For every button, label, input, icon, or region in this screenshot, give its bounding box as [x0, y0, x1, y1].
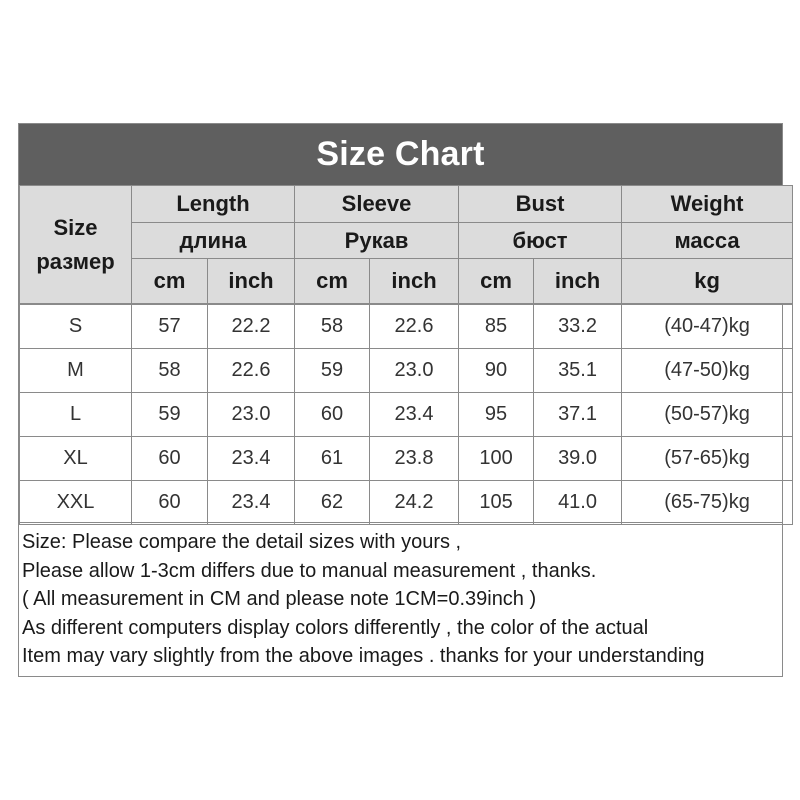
sleeve-cm-cell: 62: [295, 481, 370, 525]
note-line: As different computers display colors differently , the color of the actual: [22, 616, 649, 639]
size-notes: [19, 522, 782, 671]
sleeve-cm-cell: 61: [295, 437, 370, 481]
table-row: [20, 304, 793, 349]
sleeve-inch-cell: 23.8: [370, 437, 459, 481]
size-cell: S: [20, 304, 132, 349]
table-row: [20, 481, 793, 525]
length-unit-inch: inch: [208, 259, 295, 305]
length-cm-cell: 60: [132, 481, 208, 525]
table-row: [20, 349, 793, 393]
sleeve-inch-cell: 22.6: [370, 304, 459, 349]
length-header: Length: [132, 186, 295, 223]
sleeve-unit-inch: inch: [370, 259, 459, 305]
length-inch-cell: 22.2: [208, 304, 295, 349]
size-cell: XXL: [20, 481, 132, 525]
length-inch-cell: 23.0: [208, 393, 295, 437]
bust-cm-cell: 85: [459, 304, 534, 349]
weight-header-ru: масса: [622, 223, 793, 259]
size-chart: [18, 123, 783, 677]
length-cm-cell: 57: [132, 304, 208, 349]
bust-inch-cell: 39.0: [534, 437, 622, 481]
bust-header: Bust: [459, 186, 622, 223]
table-row: [20, 393, 793, 437]
note-line: Item may vary slightly from the above images . thanks for your understanding: [22, 645, 705, 667]
length-header-ru: длина: [132, 223, 295, 259]
weight-cell: (47-50)kg: [622, 349, 793, 393]
sleeve-inch-cell: 23.0: [370, 349, 459, 393]
length-inch-cell: 22.6: [208, 349, 295, 393]
bust-cm-cell: 105: [459, 481, 534, 525]
size-cell: M: [20, 349, 132, 393]
size-cell: L: [20, 393, 132, 437]
sleeve-cm-cell: 59: [295, 349, 370, 393]
sleeve-cm-cell: 60: [295, 393, 370, 437]
bust-header-ru: бюст: [459, 223, 622, 259]
table-row: [20, 437, 793, 481]
bust-inch-cell: 35.1: [534, 349, 622, 393]
weight-cell: (65-75)kg: [622, 481, 793, 525]
weight-unit-kg: kg: [622, 259, 793, 305]
bust-cm-cell: 95: [459, 393, 534, 437]
weight-cell: (57-65)kg: [622, 437, 793, 481]
length-cm-cell: 58: [132, 349, 208, 393]
bust-cm-cell: 90: [459, 349, 534, 393]
sleeve-inch-cell: 23.4: [370, 393, 459, 437]
bust-unit-inch: inch: [534, 259, 622, 305]
sleeve-cm-cell: 58: [295, 304, 370, 349]
bust-inch-cell: 37.1: [534, 393, 622, 437]
length-cm-cell: 60: [132, 437, 208, 481]
weight-header: Weight: [622, 186, 793, 223]
length-inch-cell: 23.4: [208, 481, 295, 525]
bust-unit-cm: cm: [459, 259, 534, 305]
note-line: Please allow 1-3cm differs due to manual measurement , thanks.: [22, 559, 597, 582]
sleeve-inch-cell: 24.2: [370, 481, 459, 525]
length-unit-cm: cm: [132, 259, 208, 305]
weight-cell: (50-57)kg: [622, 393, 793, 437]
chart-title: Size Chart: [19, 124, 782, 185]
bust-inch-cell: 33.2: [534, 304, 622, 349]
size-label-ru: размер: [36, 248, 115, 274]
sleeve-header: Sleeve: [295, 186, 459, 223]
size-column-header: [20, 186, 132, 305]
weight-cell: (40-47)kg: [622, 304, 793, 349]
length-inch-cell: 23.4: [208, 437, 295, 481]
size-label-en: Size: [53, 214, 98, 240]
size-cell: XL: [20, 437, 132, 481]
sleeve-unit-cm: cm: [295, 259, 370, 305]
length-cm-cell: 59: [132, 393, 208, 437]
bust-inch-cell: 41.0: [534, 481, 622, 525]
bust-cm-cell: 100: [459, 437, 534, 481]
sleeve-header-ru: Рукав: [295, 223, 459, 259]
note-line: ( All measurement in CM and please note 1CM=0.39inch ): [22, 588, 537, 610]
note-line: Size: Please compare the detail sizes with yours ,: [22, 531, 462, 553]
size-table: [19, 185, 793, 525]
